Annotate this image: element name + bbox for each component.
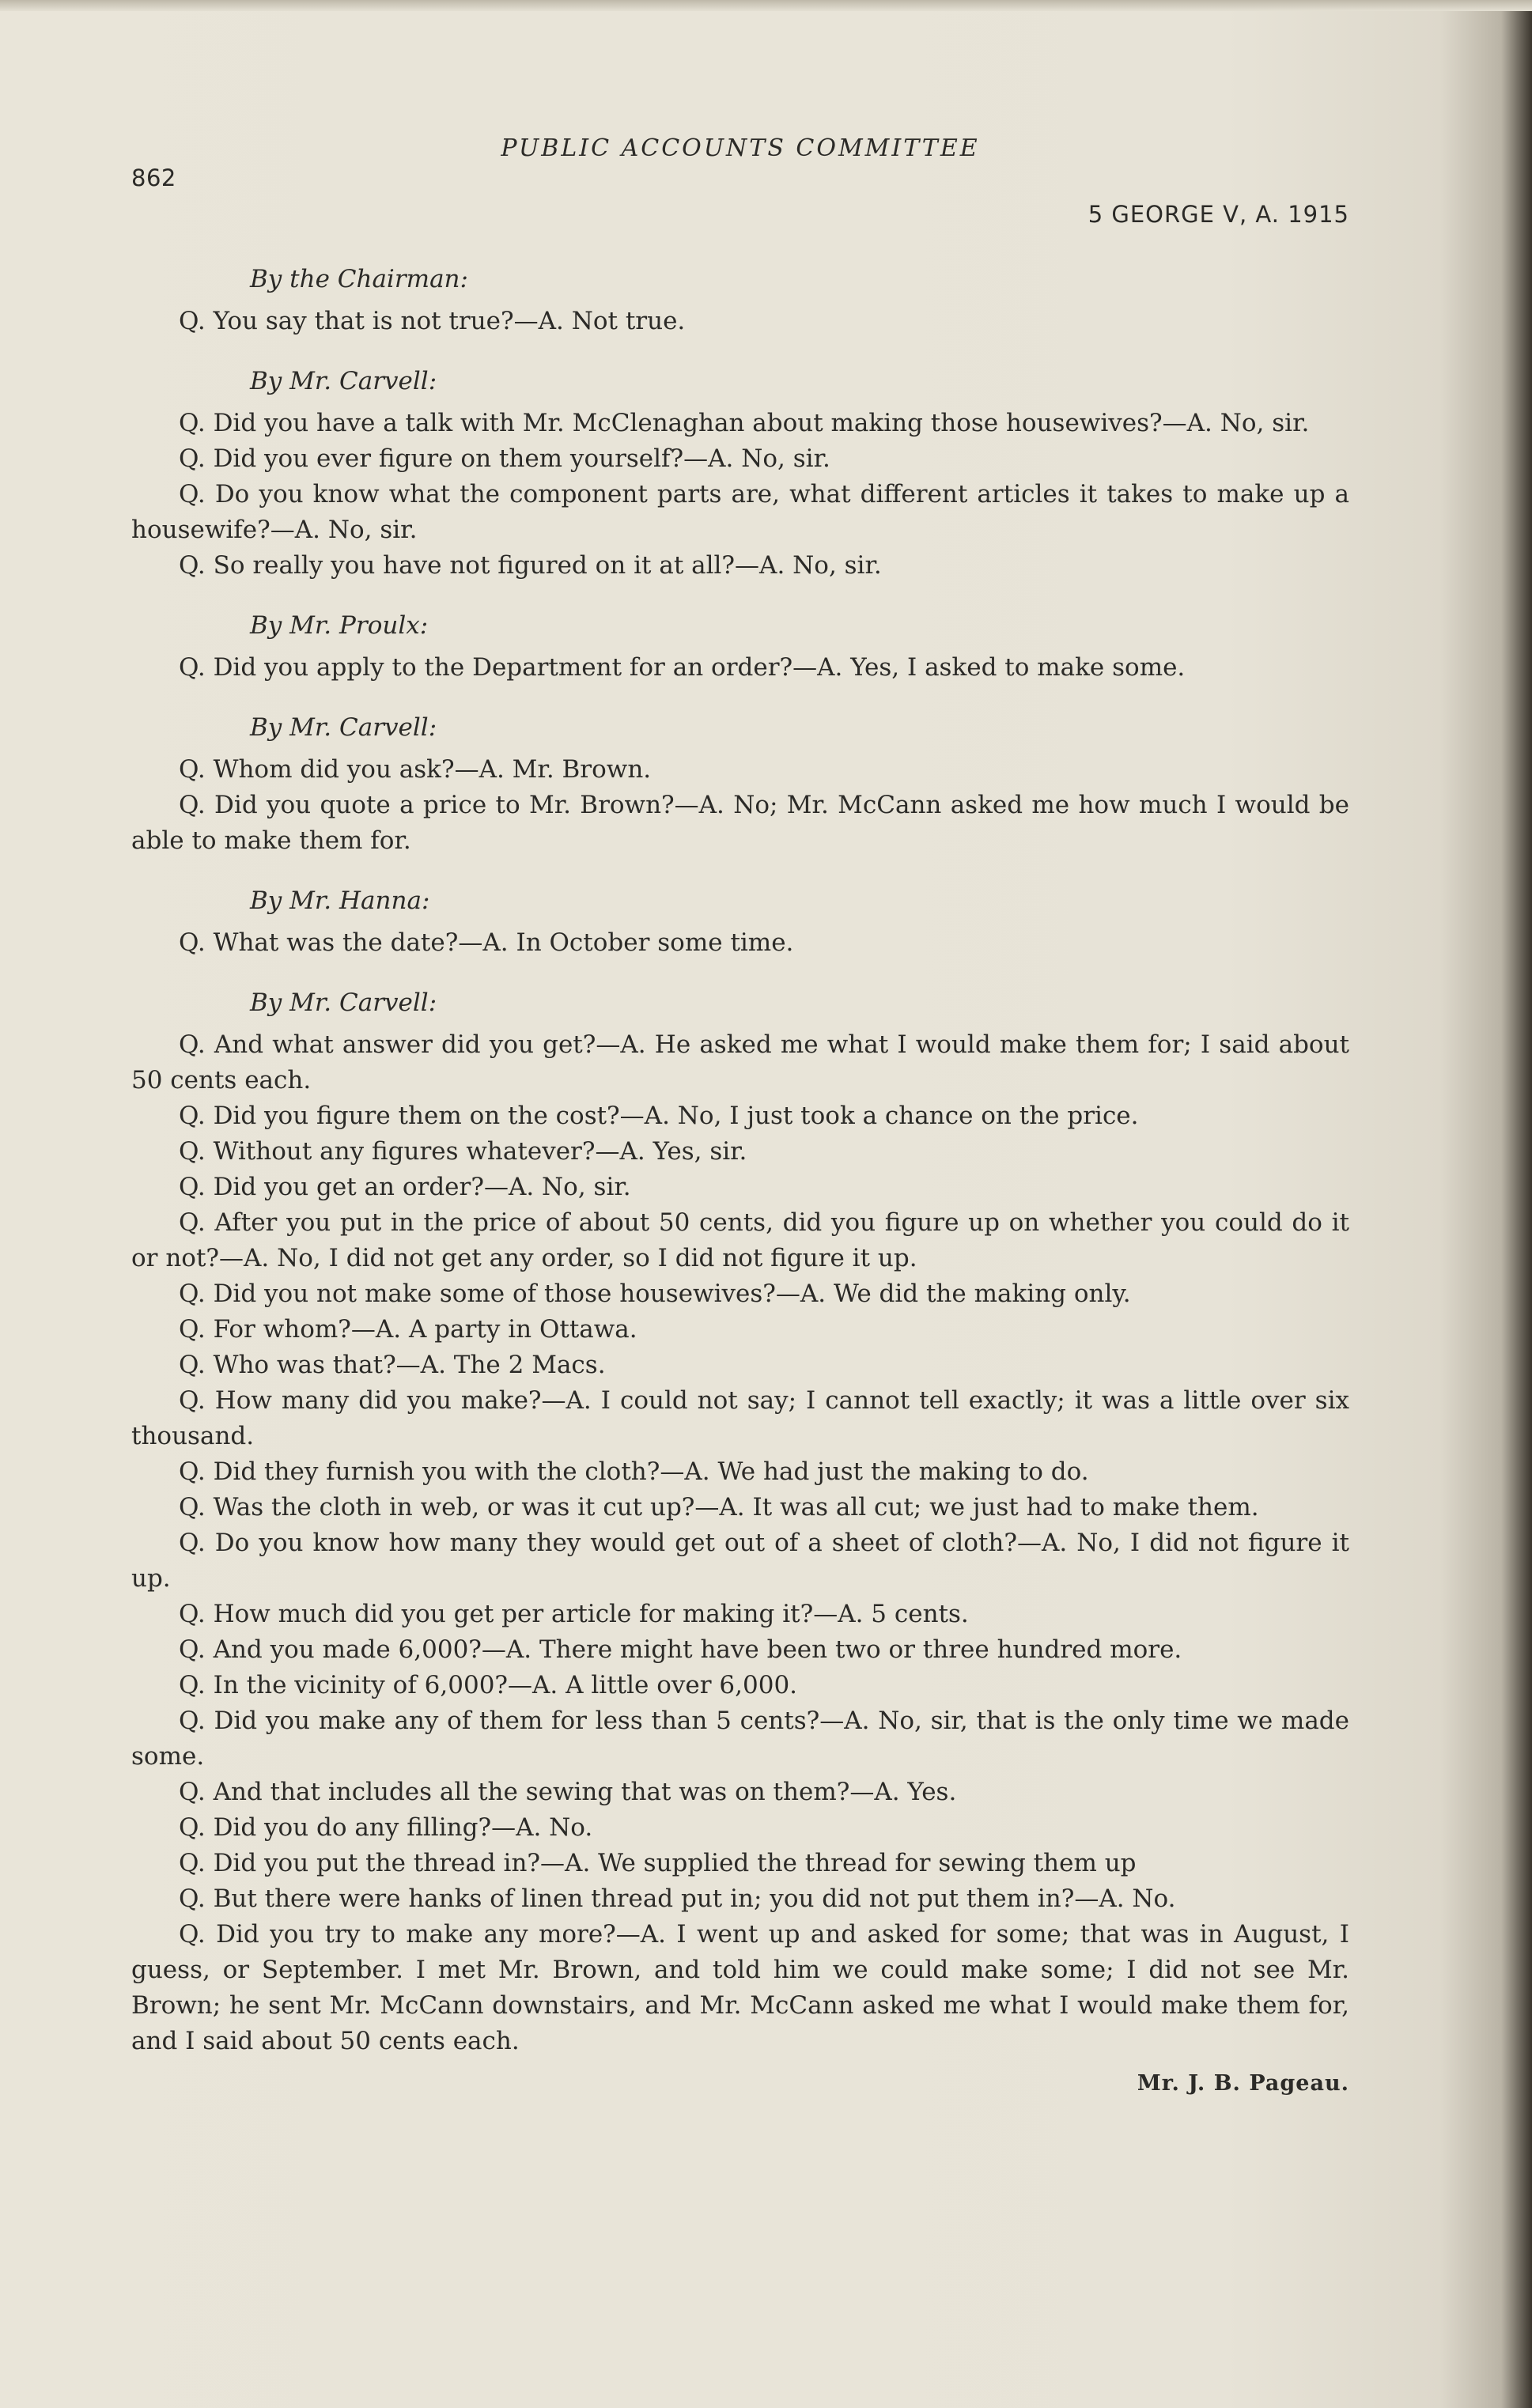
qa-line: Q. Did they furnish you with the cloth?—A. We had just the making to do. bbox=[179, 1457, 1089, 1486]
page-number: 862 bbox=[131, 164, 176, 191]
speaker-heading: By Mr. Proulx: bbox=[250, 611, 429, 640]
qa-line: Q. What was the date?—A. In October some time. bbox=[179, 928, 794, 957]
page-top-edge bbox=[0, 0, 1532, 11]
page-header bbox=[131, 134, 1349, 228]
qa-line: Q. And what answer did you get?—A. He asked me what I would make them for; I said about 50 cents each. bbox=[131, 1030, 1349, 1094]
qa-line: Q. After you put in the price of about 50 cents, did you figure up on whether you could do it or not?—A. No, I did not get any order, so I did not figure it up. bbox=[131, 1208, 1349, 1272]
speaker-heading: By Mr. Carvell: bbox=[250, 713, 437, 742]
qa-line: Q. Do you know how many they would get out of a sheet of cloth?—A. No, I did not figure it up. bbox=[131, 1529, 1349, 1593]
text-area bbox=[131, 134, 1349, 2096]
qa-line: Q. How much did you get per article for making it?—A. 5 cents. bbox=[179, 1600, 969, 1628]
qa-line: Q. How many did you make?—A. I could not say; I cannot tell exactly; it was a little over six thousand. bbox=[131, 1386, 1349, 1450]
transcript-body bbox=[131, 261, 1349, 2102]
qa-line: Q. Did you quote a price to Mr. Brown?—A. No; Mr. McCann asked me how much I would be able to make them for. bbox=[131, 791, 1349, 855]
qa-line: Q. Do you know what the component parts are, what different articles it takes to make up a housewife?—A. No, sir. bbox=[131, 480, 1349, 544]
qa-line: Q. Did you ever figure on them yourself?—A. No, sir. bbox=[179, 444, 830, 473]
qa-line: Q. Did you apply to the Department for an order?—A. Yes, I asked to make some. bbox=[179, 653, 1186, 682]
qa-line: Q. Who was that?—A. The 2 Macs. bbox=[179, 1351, 606, 1379]
qa-line: Q. But there were hanks of linen thread put in; you did not put them in?—A. No. bbox=[179, 1884, 1176, 1913]
qa-line: Q. Without any figures whatever?—A. Yes, sir. bbox=[179, 1137, 747, 1166]
qa-line: Q. And you made 6,000?—A. There might have been two or three hundred more. bbox=[179, 1635, 1182, 1664]
qa-line: Q. Did you do any filling?—A. No. bbox=[179, 1813, 593, 1842]
qa-line: Q. Was the cloth in web, or was it cut up?—A. It was all cut; we just had to make them. bbox=[179, 1493, 1259, 1522]
qa-line: Q. Did you make any of them for less than 5 cents?—A. No, sir, that is the only time we made some. bbox=[131, 1707, 1349, 1771]
qa-line: Q. You say that is not true?—A. Not true. bbox=[179, 307, 686, 335]
speaker-heading: By the Chairman: bbox=[250, 265, 468, 293]
qa-line: Q. Did you figure them on the cost?—A. No, I just took a chance on the price. bbox=[179, 1102, 1139, 1130]
speaker-heading: By Mr. Hanna: bbox=[250, 886, 430, 915]
witness-signature: Mr. J. B. Pageau. bbox=[1137, 2071, 1349, 2096]
qa-line: Q. Did you have a talk with Mr. McClenaghan about making those housewives?—A. No, sir. bbox=[179, 409, 1310, 437]
running-title: PUBLIC ACCOUNTS COMMITTEE bbox=[501, 134, 980, 162]
speaker-heading: By Mr. Carvell: bbox=[250, 367, 437, 395]
qa-line: Q. Did you get an order?—A. No, sir. bbox=[179, 1173, 631, 1201]
qa-line: Q. So really you have not figured on it at all?—A. No, sir. bbox=[179, 551, 882, 580]
qa-line: Q. Did you put the thread in?—A. We supplied the thread for sewing them up bbox=[179, 1849, 1137, 1877]
qa-line: Q. Did you not make some of those housewives?—A. We did the making only. bbox=[179, 1280, 1131, 1308]
qa-line: Q. And that includes all the sewing that was on them?—A. Yes. bbox=[179, 1778, 957, 1806]
qa-line: Q. For whom?—A. A party in Ottawa. bbox=[179, 1315, 637, 1344]
speaker-heading: By Mr. Carvell: bbox=[250, 989, 437, 1017]
session-label: 5 GEORGE V, A. 1915 bbox=[1088, 201, 1349, 228]
qa-line: Q. In the vicinity of 6,000?—A. A little over 6,000. bbox=[179, 1671, 798, 1699]
qa-line: Q. Whom did you ask?—A. Mr. Brown. bbox=[179, 755, 652, 784]
qa-line: Q. Did you try to make any more?—A. I went up and asked for some; that was in August, I guess, or September. I met Mr. Brown, and told him we could make some; I did not see Mr. Brown; he sent Mr. McCann downstairs, and Mr. McCann asked me what I would make them for, and I said about 50 cents each. bbox=[131, 1920, 1349, 2055]
